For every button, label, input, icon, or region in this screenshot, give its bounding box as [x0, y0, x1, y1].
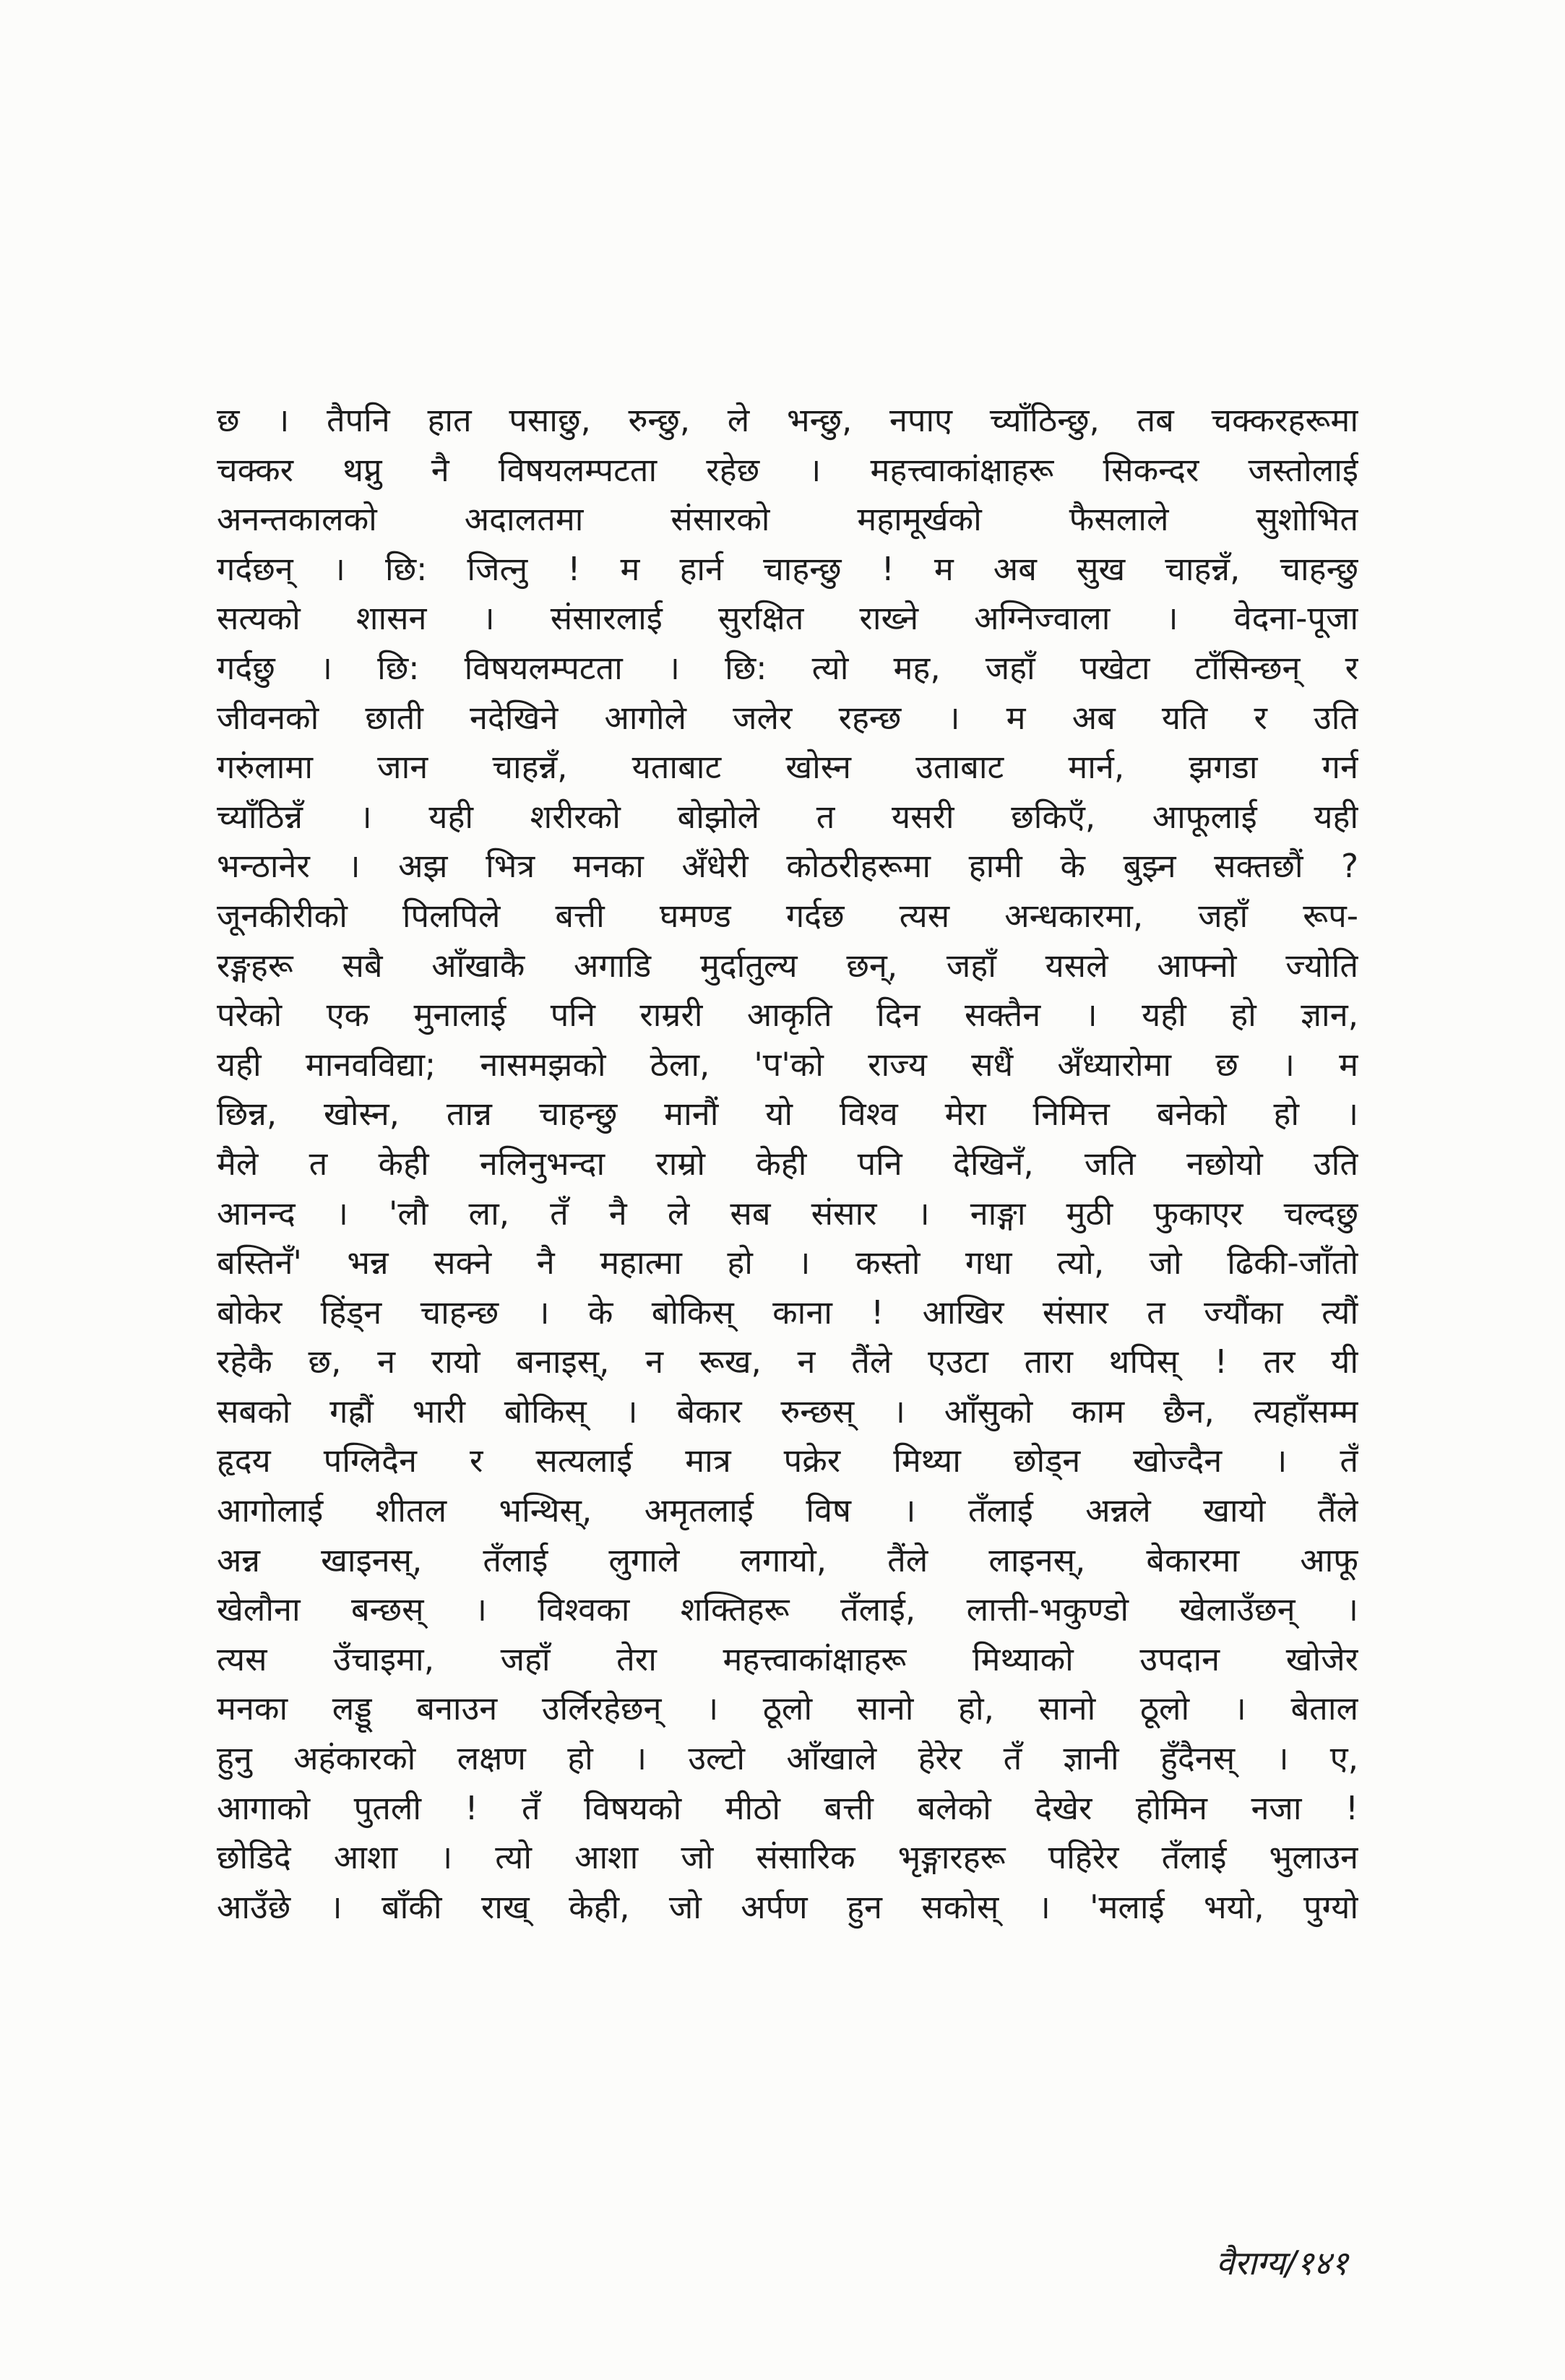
text-line: आगाको पुतली ! तँ विषयको मीठो बत्ती बलेको देखेर होमिन नजा !	[217, 1788, 1358, 1827]
text-line: खेलौना बन्छस् । विश्वका शक्तिहरू तँलाई, लात्ती-भकुण्डो खेलाउँछन् ।	[217, 1590, 1358, 1629]
text-line: गर्दछु । छि: विषयलम्पटता । छि: त्यो मह, जहाँ पखेटा टाँसिन्छन् र	[217, 648, 1358, 687]
text-line: जूनकीरीको पिलपिले बत्ती घमण्ड गर्दछ त्यस अन्धकारमा, जहाँ रूप-	[217, 896, 1358, 935]
text-line: भन्ठानेर । अझ भित्र मनका अँधेरी कोठरीहरूमा हामी के बुझ्न सक्तछौं ?	[217, 847, 1358, 886]
text-line: मनका लड्डू बनाउन उर्लिरहेछन् । ठूलो सानो हो, सानो ठूलो । बेताल	[217, 1689, 1358, 1728]
text-line: मैले त केही नलिनुभन्दा राम्रो केही पनि देखिनँ, जति नछोयो उति	[217, 1144, 1358, 1183]
text-line: चक्कर थप्नु नै विषयलम्पटता रहेछ । महत्त्वाकांक्षाहरू सिकन्दर जस्तोलाई	[217, 450, 1358, 489]
text-line: यही मानवविद्या; नासमझको ठेला, 'प'को राज्य सधैं अँध्यारोमा छ । म	[217, 1045, 1358, 1084]
body-text	[217, 396, 1358, 1932]
text-line: च्याँठिन्नँ । यही शरीरको बोझोले त यसरी छकिएँ, आफूलाई यही	[217, 797, 1358, 836]
text-line: छिन्न, खोस्न, तान्न चाहन्छु मानौं यो विश्व मेरा निमित्त बनेको हो ।	[217, 1095, 1358, 1134]
page-footer: वैराग्य/१४१	[1215, 2243, 1348, 2282]
text-line: जीवनको छाती नदेखिने आगोले जलेर रहन्छ । म अब यति र उति	[217, 698, 1358, 737]
text-line: त्यस उँचाइमा, जहाँ तेरा महत्त्वाकांक्षाहरू मिथ्याको उपदान खोजेर	[217, 1639, 1358, 1678]
text-line: छ । तैपनि हात पसाछु, रुन्छु, ले भन्छु, नपाए च्याँठिन्छु, तब चक्करहरूमा	[217, 401, 1358, 439]
text-line: परेको एक मुनालाई पनि राम्ररी आकृति दिन सक्तैन । यही हो ज्ञान,	[217, 996, 1358, 1035]
text-line: अन्न खाइनस्, तँलाई लुगाले लगायो, तैंले लाइनस्, बेकारमा आफू	[217, 1540, 1358, 1579]
text-line: छोडिदे आशा । त्यो आशा जो संसारिक भृङ्गारहरू पहिरेर तँलाई भुलाउन	[217, 1838, 1358, 1877]
text-line: गरुंलामा जान चाहन्नँ, यताबाट खोस्न उताबाट मार्न, झगडा गर्न	[217, 748, 1358, 787]
text-line: सबको गह्रौं भारी बोकिस् । बेकार रुन्छस् । आँसुको काम छैन, त्यहाँसम्म	[217, 1392, 1358, 1431]
text-line: रहेकै छ, न रायो बनाइस्, न रूख, न तैंले एउटा तारा थपिस् ! तर यी	[217, 1342, 1358, 1381]
text-line: अनन्तकालको अदालतमा संसारको महामूर्खको फैसलाले सुशोभित	[217, 500, 1358, 539]
text-line: गर्दछन् । छि: जित्नु ! म हार्न चाहन्छु ! म अब सुख चाहन्नँ, चाहन्छु	[217, 549, 1358, 588]
text-line: बोकेर हिंड्न चाहन्छ । के बोकिस् काना ! आखिर संसार त ज्यौंका त्यौं	[217, 1293, 1358, 1332]
text-line: हृदय पग्लिदैन र सत्यलाई मात्र पक्रेर मिथ्या छोड्न खोज्दैन । तँ	[217, 1441, 1358, 1480]
text-line: बस्तिनँ' भन्न सक्ने नै महात्मा हो । कस्तो गधा त्यो, जो ढिकी-जाँतो	[217, 1243, 1358, 1282]
text-line: आनन्द । 'लौ ला, तँ नै ले सब संसार । नाङ्गा मुठी फुकाएर चल्दछु	[217, 1194, 1358, 1233]
text-line: सत्यको शासन । संसारलाई सुरक्षित राख्ने अग्निज्वाला । वेदना-पूजा	[217, 599, 1358, 638]
text-line: हुनु अहंकारको लक्षण हो । उल्टो आँखाले हेरेर तँ ज्ञानी हुँदैनस् । ए,	[217, 1739, 1358, 1778]
text-line: रङ्गहरू सबै आँखाकै अगाडि मुर्दातुल्य छन्, जहाँ यसले आफ्नो ज्योति	[217, 946, 1358, 985]
text-line: आगोलाई शीतल भन्थिस्, अमृतलाई विष । तँलाई अन्नले खायो तैंले	[217, 1491, 1358, 1530]
text-line: आउँछे । बाँकी राख् केही, जो अर्पण हुन सकोस् । 'मलाई भयो, पुग्यो	[217, 1887, 1358, 1926]
